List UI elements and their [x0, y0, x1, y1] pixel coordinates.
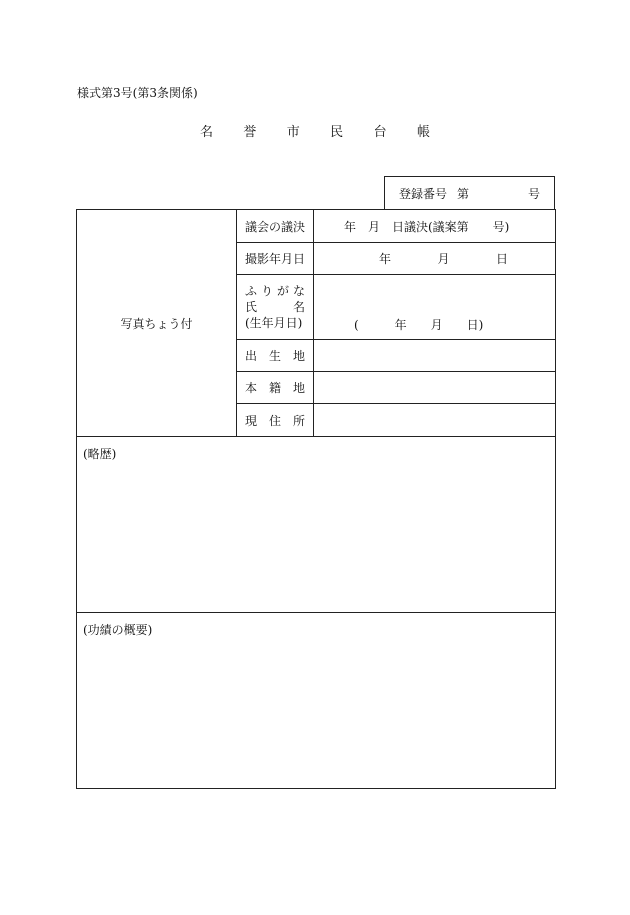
title-char: 名	[200, 125, 214, 140]
council-resolution-label-cell	[237, 210, 314, 243]
furigana-label	[245, 283, 305, 299]
birthplace-char: 生	[268, 349, 281, 363]
shimei-label	[245, 299, 305, 315]
registration-go-label: 号	[527, 186, 540, 201]
title-char: 誉	[243, 125, 257, 140]
registration-number-label: 登録番号	[399, 186, 448, 201]
title-char: 帳	[416, 125, 430, 140]
birthplace-char: 出	[245, 349, 258, 363]
shimei-char: 氏	[245, 300, 258, 314]
photo-date-day: 日	[495, 252, 508, 266]
furigana-char: な	[292, 284, 305, 298]
birth-date-label: (生年月日)	[245, 316, 303, 330]
photo-label: 写真ちょう付	[120, 316, 193, 331]
photo-date-label: 撮影年月日	[245, 252, 306, 266]
form-code: 様式第3号(第3条関係)	[77, 86, 198, 100]
council-resolution-label: 議会の議決	[245, 219, 306, 234]
address-char: 現	[245, 413, 258, 428]
honseki-label-cell	[237, 372, 314, 404]
council-resolution-value: 年 月 日議決(議案第 号)	[344, 219, 510, 234]
photo-date-field[interactable]	[314, 243, 556, 275]
birthplace-label-cell	[237, 340, 314, 372]
furigana-char: が	[276, 284, 289, 298]
birth-date-value: ( 年 月 日)	[354, 318, 484, 332]
address-char: 住	[268, 413, 281, 428]
photo-date-label-cell	[237, 243, 314, 275]
registry-form-table	[76, 209, 556, 789]
honseki-char: 本	[245, 381, 258, 395]
name-field[interactable]	[314, 275, 556, 340]
title-char: 台	[373, 125, 387, 140]
title-char: 民	[330, 125, 344, 140]
honseki-char: 籍	[268, 381, 281, 395]
career-label: (略歴)	[83, 447, 117, 461]
address-label-cell	[237, 404, 314, 436]
photo-cell[interactable]	[77, 210, 237, 436]
honseki-char: 地	[292, 381, 305, 395]
furigana-char: ふ	[245, 284, 258, 298]
birthplace-char: 地	[292, 349, 305, 363]
birthplace-field[interactable]	[314, 340, 556, 372]
registration-dai-label: 第	[457, 186, 470, 201]
furigana-char: り	[260, 284, 273, 298]
honseki-field[interactable]	[314, 372, 556, 404]
address-field[interactable]	[314, 404, 556, 436]
council-resolution-field[interactable]	[314, 210, 556, 243]
achievements-label: (功績の概要)	[83, 623, 153, 637]
title-char: 市	[286, 125, 300, 140]
shimei-char: 名	[292, 300, 305, 314]
page-title	[200, 121, 430, 140]
achievements-section[interactable]	[77, 613, 555, 788]
registration-number-box[interactable]	[384, 176, 555, 209]
address-char: 所	[292, 413, 305, 428]
name-label-cell	[237, 275, 314, 340]
photo-date-year: 年	[379, 252, 392, 266]
photo-date-month: 月	[437, 252, 450, 266]
career-section[interactable]	[77, 436, 555, 613]
